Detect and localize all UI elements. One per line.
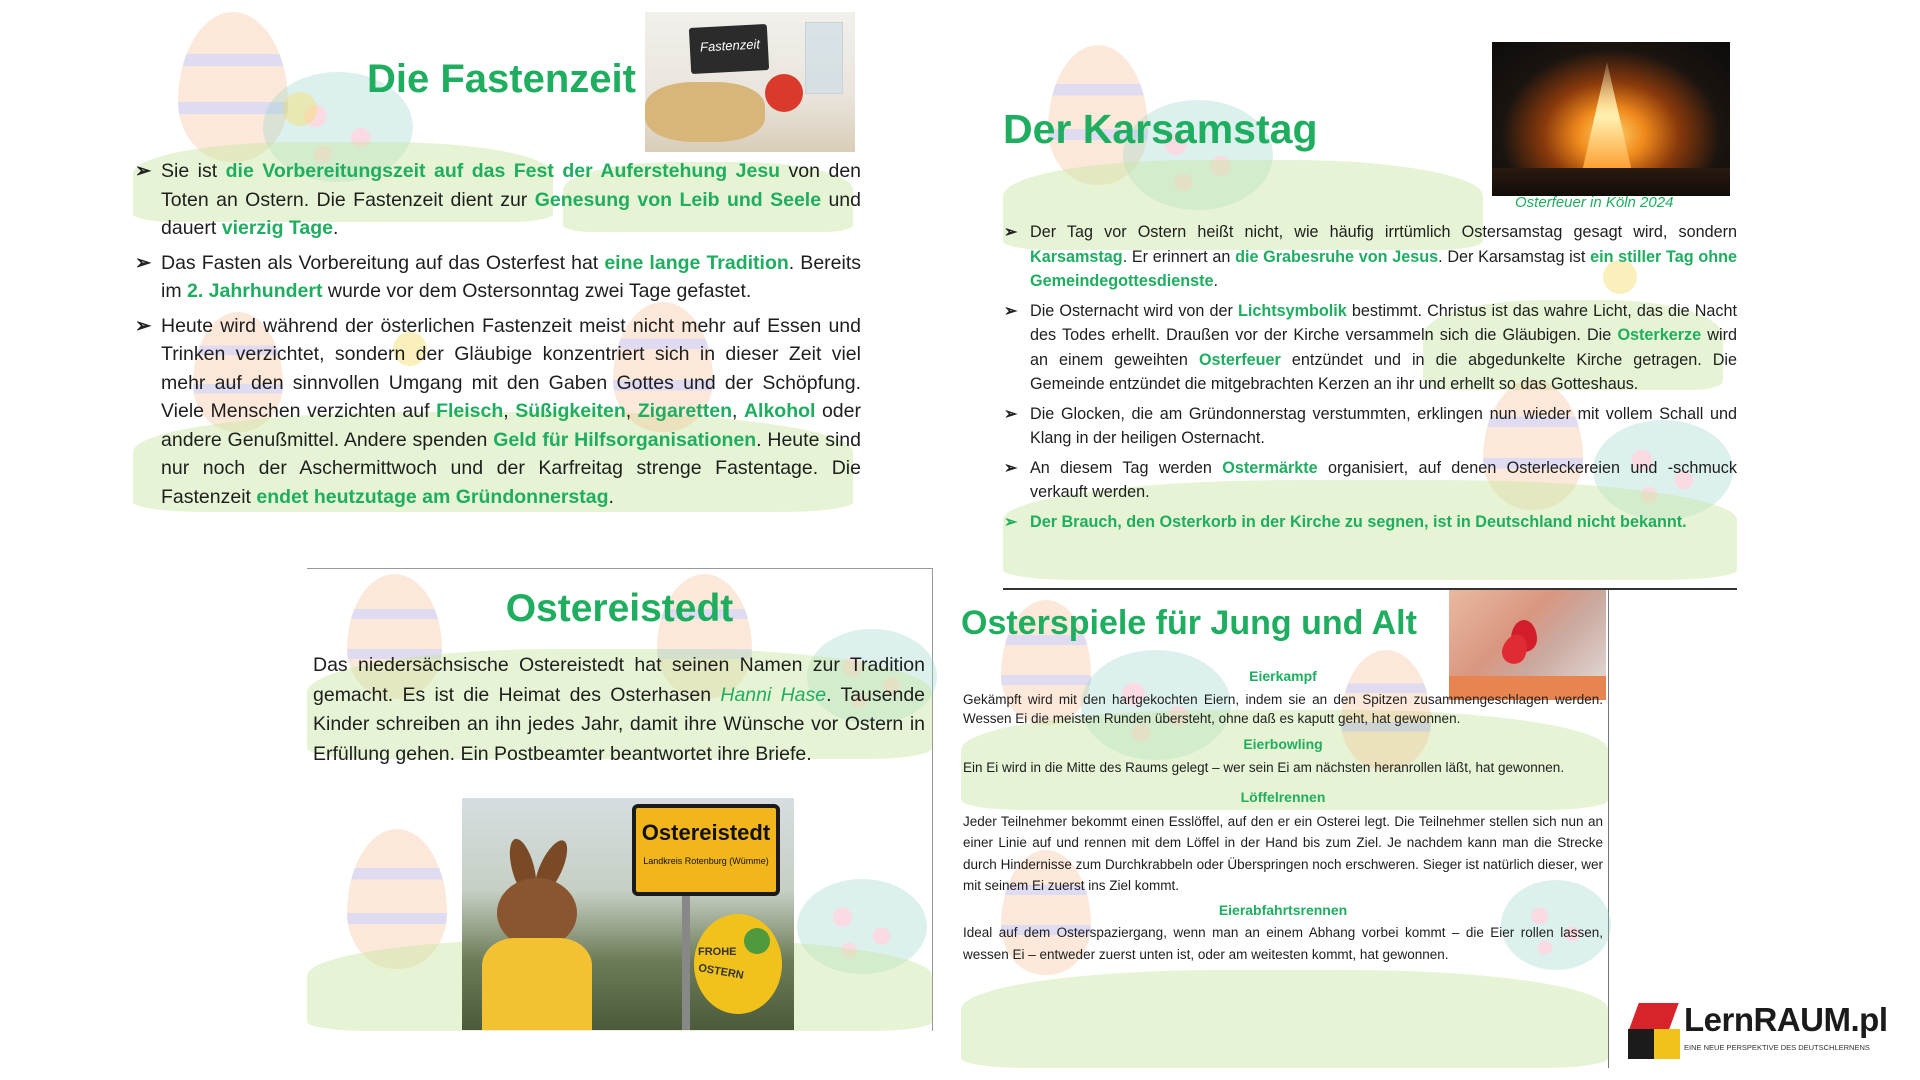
game-title-eierbowling: Eierbowling xyxy=(1243,736,1323,752)
town-sign xyxy=(632,804,780,896)
game-text-eierbowling: Ein Ei wird in die Mitte des Raums gelegt – wer sein Ei am nächsten heranrollen läßt, hat gewonnen. xyxy=(963,760,1565,775)
games-list xyxy=(963,668,1603,965)
photo-sign-text: Fastenzeit xyxy=(699,36,761,55)
easter-bunny-sign-photo xyxy=(462,798,794,1030)
karsamstag-bullet-1: ➢ Der Tag vor Ostern heißt nicht, wie häufig irrtümlich Ostersamstag gesagt wird, sondern Karsamstag. Er erinnert an die Grabesruhe von Jesus. Der Karsamstag ist ein stiller Tag ohne Gemeindegottesdienste. xyxy=(1030,220,1737,294)
arrow-icon: ➢ xyxy=(1004,223,1018,241)
arrow-icon: ➢ xyxy=(1004,404,1018,423)
fasting-photo xyxy=(645,12,855,152)
game-text-eierabfahrtsrennen: Ideal auf dem Osterspaziergang, wenn man an einem Abhang vorbei kommt – die Eier rollen lassen, wessen Ei – entweder zuerst unten ist, oder am weitesten kommt, hat gewonnen. xyxy=(963,925,1603,962)
fasten-bullet-2: ➢ Das Fasten als Vorbereitung auf das Osterfest hat eine lange Tradition. Bereits im 2. Jahrhundert wurde vor dem Ostersonntag zwei Tage gefastet. xyxy=(161,249,861,306)
town-sign-name: Ostereistedt xyxy=(641,820,771,845)
karsamstag-bullet-5: ➢ Der Brauch, den Osterkorb in der Kirche zu segnen, ist in Deutschland nicht bekannt. xyxy=(1030,510,1737,535)
arrow-icon: ➢ xyxy=(135,160,152,182)
ostereistedt-title: Ostereistedt xyxy=(505,587,734,630)
page-title: Die Fastenzeit xyxy=(367,57,636,101)
bunny-costume xyxy=(472,838,592,1030)
logo-name: LernRAUM.pl xyxy=(1684,1001,1888,1038)
arrow-icon: ➢ xyxy=(1004,458,1018,477)
karsamstag-bullet-list xyxy=(1004,220,1737,534)
osterspiele-panel xyxy=(961,590,1609,1068)
karsamstag-title: Der Karsamstag xyxy=(1003,106,1318,152)
karsamstag-bullet-2: ➢ Die Osternacht wird von der Lichtsymbolik bestimmt. Christus ist das wahre Licht, das die Nacht des Todes erhellt. Draußen vor der Kirche versammeln sich die Gläubigen. Die Osterkerze wird an einem geweihten Osterfeuer entzündet und in die abgedunkelte Kirche getragen. Die Gemeinde entzündet die mitgebrachten Kerzen an ihr und erhellt so das Gotteshaus. xyxy=(1030,299,1737,397)
fasten-bullet-3: ➢ Heute wird während der österlichen Fastenzeit meist nicht mehr auf Essen und Trinken verzichtet, sondern der Gläubige konzentriert sich in dieser Zeit viel mehr auf den sinnvollen Umgang mit den Gaben Gottes und der Schöpfung. Viele Menschen verzichten auf Fleisch, Süßigkeiten, Zigaretten, Alkohol oder andere Genußmittel. Andere spenden Geld für Hilfsorganisationen. Heute sind nur noch der Aschermittwoch und der Karfreitag strenge Fastentage. Die Fastenzeit endet heutzutage am Gründonnerstag. xyxy=(161,312,861,512)
karsamstag-bullet-4: ➢ An diesem Tag werden Ostermärkte organisiert, auf denen Osterleckereien und -schmuck verkauft werden. xyxy=(1030,456,1737,505)
game-title-loeffelrennen: Löffelrennen xyxy=(1240,789,1326,805)
arrow-icon: ➢ xyxy=(135,314,152,337)
ostereistedt-panel xyxy=(307,568,933,1031)
game-text-eierkampf: Gekämpft wird mit den hartgekochten Eiern, indem sie an den Spitzen zusammengeschlagen werden. Wessen Ei die meisten Runden übersteht, ohne daß es kaputt geht, hat gewonnen. xyxy=(963,692,1603,726)
fasten-bullet-1: ➢ Sie ist die Vorbereitungszeit auf das Fest der Auferstehung Jesu von den Toten an Ostern. Die Fastenzeit dient zur Genesung von Leib und Seele und dauert vierzig Tage. xyxy=(161,157,861,243)
arrow-icon: ➢ xyxy=(1004,301,1018,320)
ostereistedt-text: Das niedersächsische Ostereistedt hat seinen Namen zur Tradition gemacht. Es ist die Heimat des Osterhasen Hanni Hase. Tausende Kinder schreiben an ihn jedes Jahr, damit ihre Wünsche vor Ostern in Erfüllung gehen. Ein Postbeamter beantwortet ihre Briefe. xyxy=(313,654,926,765)
logo-tagline: EINE NEUE PERSPEKTIVE DES DEUTSCHLERNENS xyxy=(1684,1043,1870,1052)
game-title-eierabfahrtsrennen: Eierabfahrtsrennen xyxy=(1218,902,1348,919)
arrow-icon: ➢ xyxy=(1004,512,1018,531)
arrow-icon: ➢ xyxy=(135,251,152,274)
town-sign-district: Landkreis Rotenburg (Wümme) xyxy=(643,856,769,866)
easter-fire-photo xyxy=(1492,42,1730,196)
fasten-bullet-list xyxy=(135,157,862,511)
game-title-eierkampf: Eierkampf xyxy=(1249,668,1317,684)
lernraum-logo xyxy=(1626,995,1916,1075)
logo-cube-icon xyxy=(1626,1003,1682,1059)
frohe-ostern-sign: FROHE OSTERN xyxy=(694,914,782,1014)
photo-caption: Osterfeuer in Köln 2024 xyxy=(1515,194,1674,211)
fastenzeit-panel xyxy=(133,12,862,564)
karsamstag-panel xyxy=(1003,40,1737,590)
karsamstag-bullet-3: ➢ Die Glocken, die am Gründonnerstag verstummten, erklingen nun wieder mit vollem Schall und Klang in der heiligen Osternacht. xyxy=(1030,402,1737,451)
game-text-loeffelrennen: Jeder Teilnehmer bekommt einen Esslöffel, auf den er ein Osterei legt. Die Teilnehmer stellen sich nun an einer Linie auf und rennen mit dem Löffel in der Hand bis zum Ziel. Je nachdem kann man die Strecke durch Hindernisse zum Durchkrabbeln oder Überspringen noch erschweren. Sieger ist natürlich dieser, wer mit seinem Ei zuerst ins Ziel kommt. xyxy=(963,814,1603,893)
osterspiele-title: Osterspiele für Jung und Alt xyxy=(961,604,1417,642)
